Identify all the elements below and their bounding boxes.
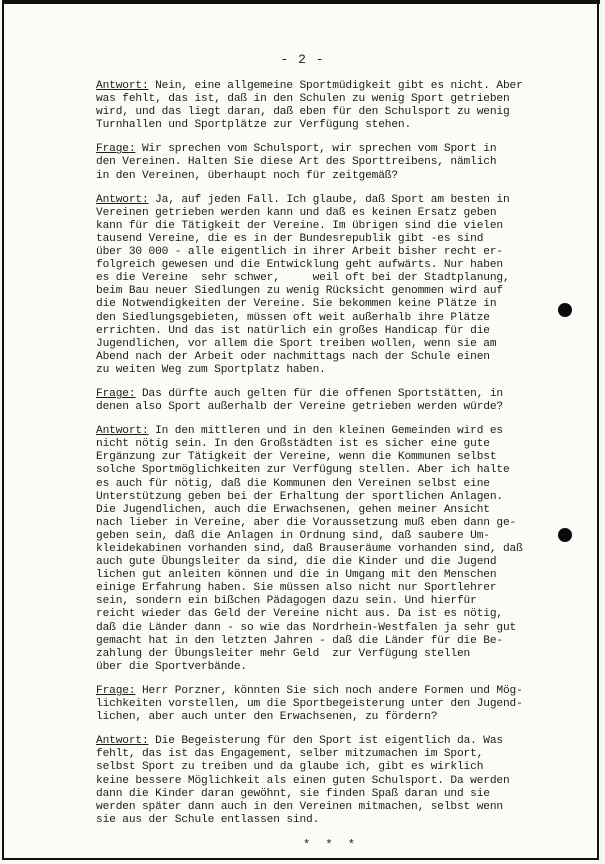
text-line	[96, 761, 574, 774]
text-line	[96, 569, 574, 582]
line-text: In den mittleren und in den kleinen Gemeinden wird es	[148, 425, 503, 438]
line-text: auch gute Übungsleiter da sind, die die Kinder und die Jugend	[96, 556, 497, 569]
text-line	[96, 325, 574, 338]
line-text: errichten. Und das ist natürlich ein großes Handicap für die	[96, 324, 490, 337]
text-line	[96, 401, 574, 414]
line-text: Vereinen getrieben werden kann und daß es keinen Ersatz geben	[96, 206, 497, 219]
line-text: Ergänzung zur Tätigkeit der Vereine, wenn die Kommunen selbst	[96, 451, 497, 464]
line-text: folgreich gewesen und die Entwicklung geht aufwärts. Nur haben	[96, 259, 503, 272]
line-text: lichen, aber auch unter den Erwachsenen, zu fördern?	[96, 711, 438, 724]
text-line	[96, 170, 574, 183]
text-line	[96, 233, 574, 246]
line-text: den Vereinen. Halten Sie diese Art des Sporttreibens, nämlich	[96, 156, 497, 169]
line-text: solche Sportmöglichkeiten zur Verfügung stellen. Aber ich halte	[96, 464, 510, 477]
line-text: dann die Kinder daran gewöhnt, sie finden Spaß daran und sie	[96, 787, 490, 800]
text-line	[96, 517, 574, 530]
text-line	[96, 595, 574, 608]
text-line	[96, 425, 574, 438]
text-line	[96, 582, 574, 595]
line-text: die Notwendigkeiten der Vereine. Sie bekommen keine Plätze in	[96, 298, 497, 311]
interview-transcript	[96, 80, 574, 852]
question-block	[96, 685, 574, 724]
text-line	[96, 814, 574, 827]
line-text: Abend nach der Arbeit oder nachmittags nach der Schule einen	[96, 350, 490, 363]
line-text: denen also Sport außerhalb der Vereine getrieben werden würde?	[96, 401, 503, 414]
text-line	[96, 478, 574, 491]
line-text: Die Jugendlichen, auch die Erwachsenen, gehen meiner Ansicht	[96, 503, 490, 516]
text-line	[96, 711, 574, 724]
text-line	[96, 351, 574, 364]
speaker-label: Frage:	[96, 684, 136, 697]
text-line	[96, 491, 574, 504]
line-text: was fehlt, das ist, daß in den Schulen zu wenig Sport getrieben	[96, 93, 510, 106]
line-text: nicht nötig sein. In den Großstädten ist es sicher eine gute	[96, 438, 490, 451]
line-text: einige Erfahrung haben. Sie müssen also nicht nur Sportlehrer	[96, 582, 497, 595]
text-line	[96, 608, 574, 621]
line-text: den Siedlungsgebieten, müssen oft weit außerhalb ihre Plätze	[96, 311, 490, 324]
text-line	[96, 220, 574, 233]
line-text: Herr Porzner, könnten Sie sich noch andere Formen und Mög-	[135, 684, 523, 697]
text-line	[96, 156, 574, 169]
line-text: geben sein, daß die Anlagen in Ordnung sind, daß saubere Um-	[96, 529, 490, 542]
line-text: zu weiten Weg zum Sportplatz haben.	[96, 363, 326, 376]
line-text: es die Vereine sehr schwer, weil oft bei der Stadtplanung,	[96, 272, 510, 285]
line-text: Ja, auf jeden Fall. Ich glaube, daß Sport am besten in	[148, 193, 510, 206]
answer-block	[96, 425, 574, 674]
text-line	[96, 207, 574, 220]
speaker-label: Frage:	[96, 387, 136, 400]
line-text: sein, sondern ein bißchen Pädagogen dazu sein. Und hierfür	[96, 595, 477, 608]
text-line	[96, 543, 574, 556]
text-line	[96, 735, 574, 748]
line-text: es auch für nötig, daß die Kommunen den Vereinen selbst eine	[96, 477, 490, 490]
line-text: Nein, eine allgemeine Sportmüdigkeit gibt es nicht. Aber	[148, 80, 523, 92]
text-line	[96, 451, 574, 464]
text-line	[96, 246, 574, 259]
text-line	[96, 635, 574, 648]
line-text: Turnhallen und Sportplätze zur Verfügung stehen.	[96, 119, 412, 132]
line-text: tausend Vereine, die es in der Bundesrepublik gibt -es sind	[96, 232, 484, 245]
text-line	[96, 364, 574, 377]
line-text: keine bessere Möglichkeit als einen guten Schulsport. Da werden	[96, 774, 510, 787]
line-text: nach lieber in Vereine, aber die Voraussetzung muß eben dann ge-	[96, 516, 517, 529]
speaker-label: Antwort:	[96, 80, 149, 92]
line-text: gemacht hat in den letzten Jahren - daß die Länder für die Be-	[96, 634, 503, 647]
line-text: werden später dann auch in den Vereinen mitmachen, selbst wenn	[96, 800, 503, 813]
text-line	[96, 648, 574, 661]
text-line	[96, 775, 574, 788]
text-line	[96, 438, 574, 451]
line-text: Die Begeisterung für den Sport ist eigentlich da. Was	[148, 735, 503, 748]
text-line	[96, 143, 574, 156]
text-line	[96, 93, 574, 106]
line-text: beim Bau neuer Siedlungen zu wenig Rücksicht genommen wird auf	[96, 285, 503, 298]
answer-block	[96, 80, 574, 132]
line-text: sie aus der Schule entlassen sind.	[96, 813, 320, 826]
punch-hole-lower	[558, 528, 572, 542]
question-block	[96, 143, 574, 182]
line-text: Unterstützung geben bei der Erhaltung der sportlichen Anlagen.	[96, 490, 503, 503]
question-block	[96, 388, 574, 414]
line-text: selbst Sport zu treiben und da glaube ich, gibt es wirklich	[96, 761, 484, 774]
text-line	[96, 661, 574, 674]
line-text: kleidekabinen vorhanden sind, daß Brauseräume vorhanden sind, daß	[96, 543, 523, 555]
answer-block	[96, 194, 574, 377]
text-line	[96, 106, 574, 119]
line-text: über 30 000 - alle eigentlich in ihrer Arbeit bisher recht er-	[96, 246, 503, 259]
text-line	[96, 194, 574, 207]
punch-hole-upper	[558, 303, 572, 317]
end-mark: * * *	[302, 837, 359, 852]
text-line	[96, 464, 574, 477]
text-line	[96, 338, 574, 351]
text-line	[96, 788, 574, 801]
text-line	[96, 259, 574, 272]
text-line	[96, 272, 574, 285]
line-text: wird, und das liegt daran, daß eben für den Schulsport zu wenig	[96, 106, 510, 119]
text-line	[96, 556, 574, 569]
line-text: in den Vereinen, überhaupt noch für zeitgemäß?	[96, 169, 398, 182]
text-line	[96, 530, 574, 543]
line-text: Das dürfte auch gelten für die offenen Sportstätten, in	[135, 387, 503, 400]
text-line	[96, 80, 574, 93]
line-text: über die Sportverbände.	[96, 660, 247, 673]
line-text: lichkeiten vorstellen, um die Sportbegeisterung unter den Jugend-	[96, 698, 523, 711]
line-text: fehlt, das ist das Engagement, selber mitzumachen im Sport,	[96, 748, 484, 761]
answer-block	[96, 735, 574, 827]
text-line	[96, 285, 574, 298]
page-number: - 2 -	[280, 52, 325, 67]
line-text: reicht wieder das Geld der Vereine nicht aus. Da ist es nötig,	[96, 608, 503, 621]
line-text: zahlung der Übungsleiter mehr Geld zur Verfügung stellen	[96, 647, 471, 660]
text-line	[96, 685, 574, 698]
text-line	[96, 388, 574, 401]
speaker-label: Antwort:	[96, 193, 149, 206]
text-line	[96, 801, 574, 814]
text-line	[96, 748, 574, 761]
text-line	[96, 312, 574, 325]
text-line	[96, 622, 574, 635]
speaker-label: Antwort:	[96, 735, 149, 748]
line-text: Jugendlichen, vor allem die Sport treiben wollen, wenn sie am	[96, 337, 497, 350]
line-text: Wir sprechen vom Schulsport, wir sprechen vom Sport in	[135, 143, 497, 156]
line-text: kann für die Tätigkeit der Vereine. Im übrigen sind die vielen	[96, 219, 503, 232]
speaker-label: Antwort:	[96, 425, 149, 438]
text-line	[96, 504, 574, 517]
line-text: lichen gut anleiten können und die in Umgang mit den Menschen	[96, 569, 497, 582]
text-line	[96, 698, 574, 711]
text-line	[96, 119, 574, 132]
line-text: daß die Länder dann - so wie das Nordrhein-Westfalen ja sehr gut	[96, 621, 517, 634]
speaker-label: Frage:	[96, 143, 136, 156]
text-line	[96, 298, 574, 311]
